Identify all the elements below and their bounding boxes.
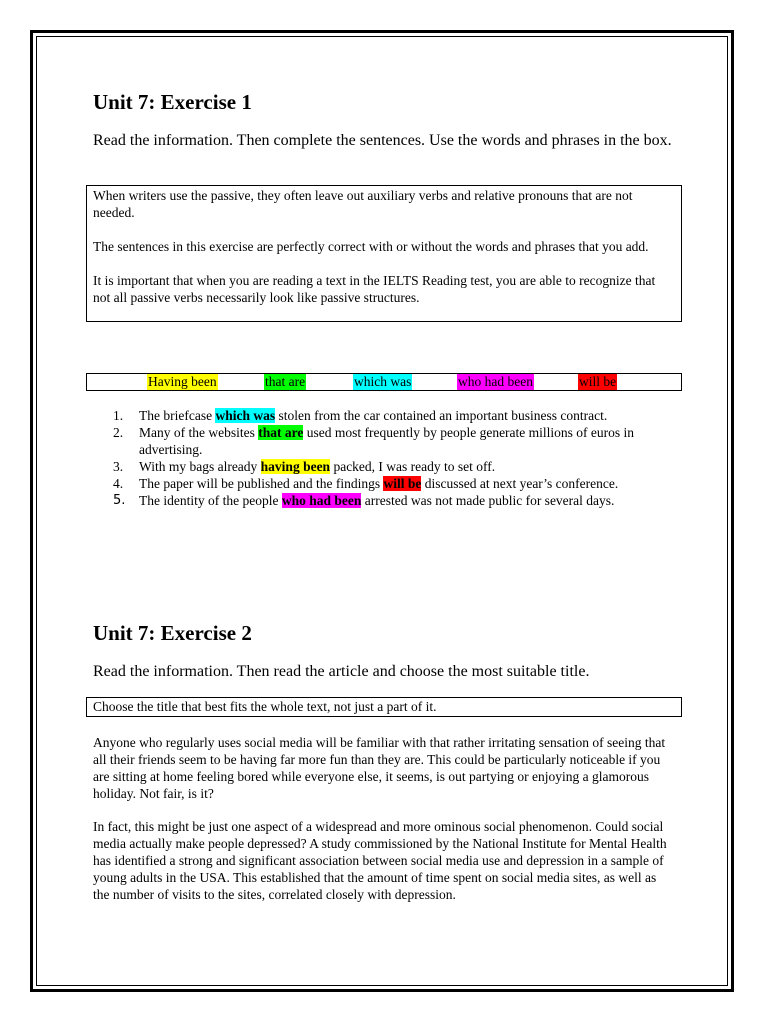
word-box bbox=[86, 373, 682, 391]
item-number: 3. bbox=[113, 459, 124, 474]
word-which-was: which was bbox=[354, 374, 412, 389]
info-paragraph-1: When writers use the passive, they often leave out auxiliary verbs and relative pronouns that are not needed. bbox=[93, 188, 633, 220]
sentence-text: packed, I was ready to set off. bbox=[330, 459, 496, 474]
exercise1-title: Unit 7: Exercise 1 bbox=[93, 90, 252, 114]
sentence-text: stolen from the car contained an important business contract. bbox=[275, 408, 608, 423]
sentence-list bbox=[93, 407, 663, 509]
list-item bbox=[93, 407, 663, 424]
item-number: 2. bbox=[113, 425, 124, 440]
article-paragraph-1: Anyone who regularly uses social media will be familiar with that rather irritating sensation of seeing that all their friends seem to be having far more fun than they are. This could be particularly noticeable if you are sitting at home feeling bored while everyone else, it seems, is out partying or enjoying a glamorous holiday. Not fair, is it? bbox=[93, 735, 666, 801]
sentence-text: With my bags already bbox=[139, 459, 261, 474]
info-paragraph-3: It is important that when you are reading a text in the IELTS Reading test, you are able to recognize that not all passive verbs necessarily look like passive structures. bbox=[93, 273, 656, 305]
item-number: 4. bbox=[113, 476, 124, 491]
info-paragraph-2: The sentences in this exercise are perfectly correct with or without the words and phrases that you add. bbox=[93, 239, 649, 254]
exercise2-title: Unit 7: Exercise 2 bbox=[93, 621, 252, 645]
sentence-text: used most frequently by people generate millions of euros in advertising. bbox=[139, 425, 635, 457]
sentence-text: The briefcase bbox=[139, 408, 216, 423]
list-item bbox=[93, 475, 663, 492]
article-paragraph-2: In fact, this might be just one aspect of a widespread and more ominous social phenomenon. Could social media actually make people depressed? A study commissioned by the National Institute for Mental Health has identified a strong and significant association between social media use and depression in a sample of young adults in the USA. This established that the amount of time spent on social media sites, as well as the number of visits to the sites, correlated closely with depression. bbox=[93, 819, 667, 902]
exercise2-instruction: Read the information. Then read the article and choose the most suitable title. bbox=[93, 663, 590, 680]
answer-highlight: who had been bbox=[281, 493, 362, 508]
exercise2-info-text: Choose the title that best fits the whole text, not just a part of it. bbox=[93, 699, 437, 714]
item-number: 5. bbox=[113, 493, 126, 508]
list-item bbox=[93, 458, 663, 475]
sentence-text: discussed at next year’s conference. bbox=[421, 476, 619, 491]
word-having-been: Having been bbox=[148, 374, 217, 389]
sentence-text: The identity of the people bbox=[139, 493, 282, 508]
answer-highlight: having been bbox=[260, 459, 331, 474]
list-item bbox=[93, 492, 663, 509]
word-will-be: will be bbox=[579, 374, 617, 389]
exercise1-instruction: Read the information. Then complete the sentences. Use the words and phrases in the box. bbox=[93, 132, 672, 149]
answer-highlight: will be bbox=[383, 476, 422, 491]
word-who-had-been: who had been bbox=[458, 374, 533, 389]
exercise2-info-box bbox=[86, 697, 682, 717]
word-that-are: that are bbox=[265, 374, 306, 389]
item-number: 1. bbox=[113, 408, 124, 423]
sentence-text: The paper will be published and the findings bbox=[139, 476, 384, 491]
list-item bbox=[93, 424, 663, 458]
answer-highlight: which was bbox=[215, 408, 276, 423]
answer-highlight: that are bbox=[258, 425, 304, 440]
sentence-text: Many of the websites bbox=[139, 425, 259, 440]
exercise1-info-box bbox=[86, 185, 682, 322]
sentence-text: arrested was not made public for several days. bbox=[361, 493, 615, 508]
